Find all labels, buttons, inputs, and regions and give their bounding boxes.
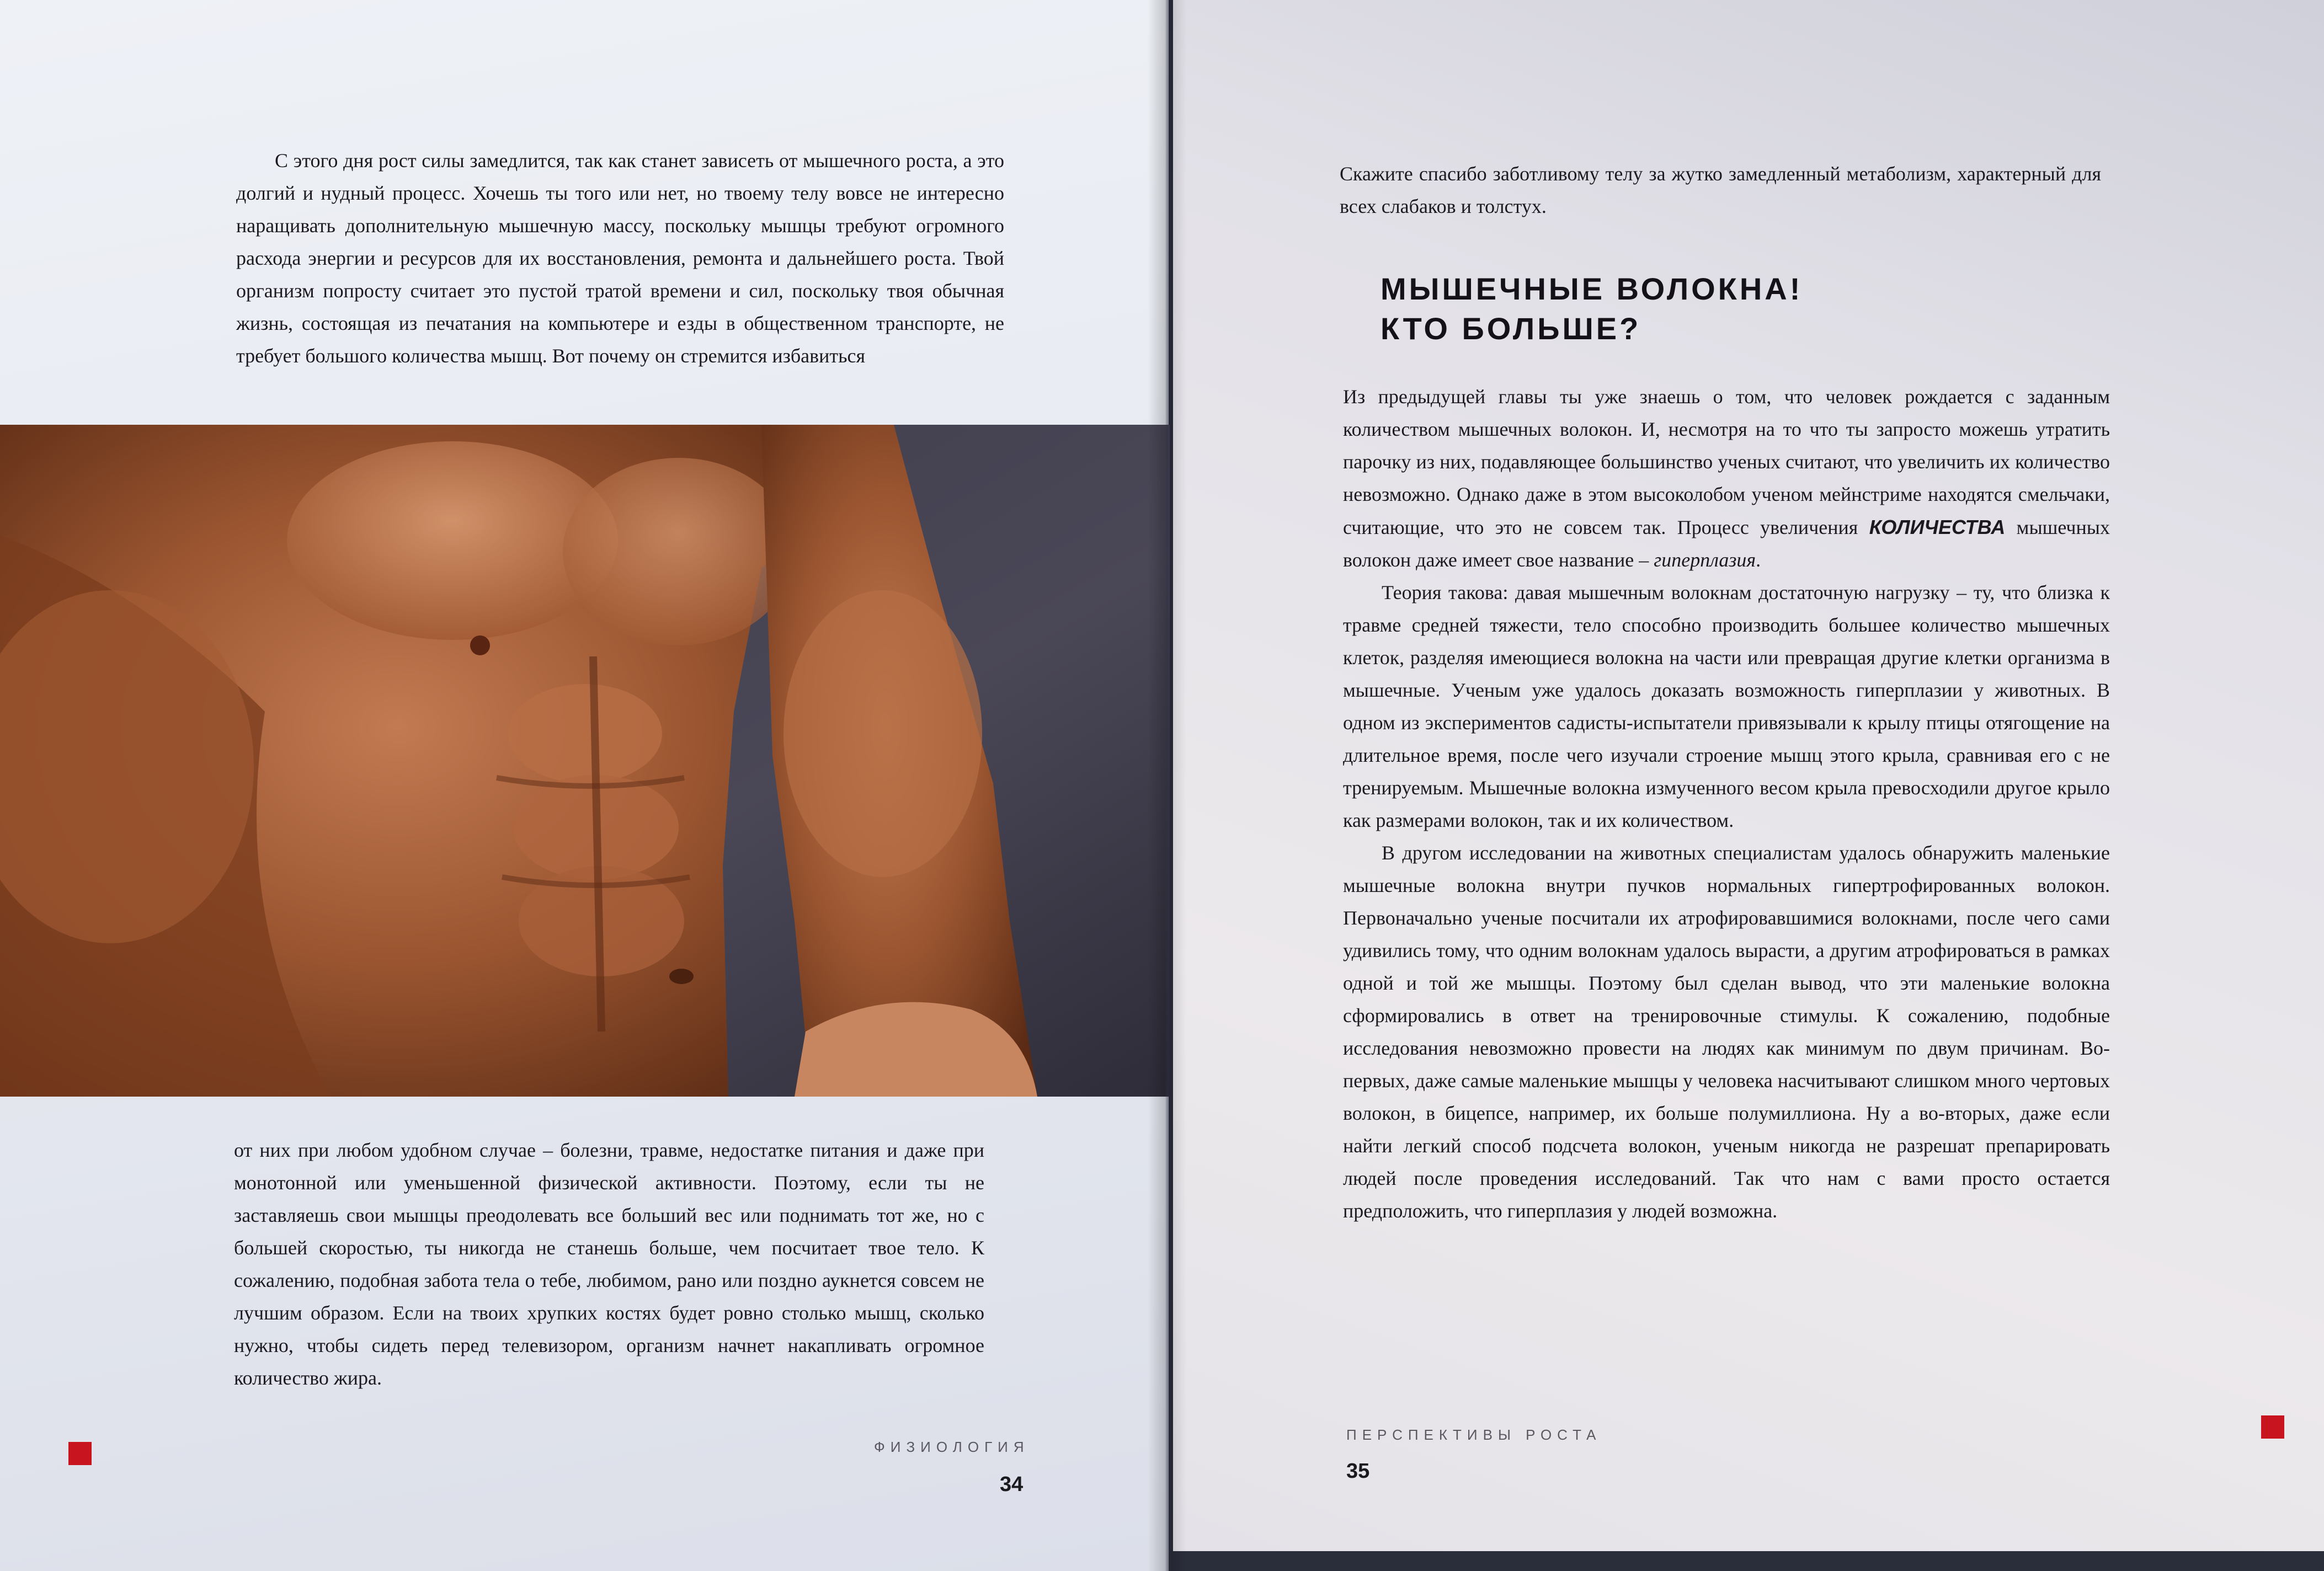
running-head-right: ПЕРСПЕКТИВЫ РОСТА [1346, 1426, 1602, 1443]
body-paragraph-1 [1343, 381, 2110, 576]
section-heading-line1: МЫШЕЧНЫЕ ВОЛОКНА! [1380, 271, 1803, 306]
right-top-paragraph: Скажите спасибо заботливому телу за жутко замедленный метаболизм, характерный для всех слабаков и толстух. [1340, 163, 2101, 217]
page-number-right: 35 [1346, 1460, 1370, 1483]
body-paragraph-3: В другом исследовании на животных специалистам удалось обнаружить маленькие мышечные волокна внутри пучков нормальных гипертрофированных волокон. Первоначально ученые посчитали их атрофировавшимися волокнами, после чего сами удивились тому, что одним волокнам удалось вырасти, а другим атрофироваться в рамках одной и той же мышцы. Поэтому был сделан вывод, что эти маленькие волокна сформировались в ответ на тренировочные стимулы. К сожалению, подобные исследования невозможно провести на людях как минимум по двум причинам. Во-первых, даже самые маленькие мышцы у человека насчитывают слишком много чертовых волокон, в бицепсе, например, их больше полумиллиона. Ну а во-вторых, даже если найти легкий способ подсчета волокон, ученым никогда не разрешат препарировать людей после проведения исследований. Так что нам с вами просто остается предположить, что гиперплазия у людей возможна. [1343, 842, 2110, 1222]
para1-text-b: мышечных волокон даже имеет свое название – [1343, 516, 2110, 571]
running-head-left: ФИЗИОЛОГИЯ [874, 1439, 1030, 1455]
left-bottom-paragraph: от них при любом удобном случае – болезни, травме, недостатке питания и даже при монотонной или уменьшенной физической активности. Поэтому, если ты не заставляешь свои мышцы преодолевать все больший вес или поднимать тот же, но с большей скоростью, ты никогда не станешь больше, чем посчитает твое тело. К сожалению, подобная забота тела о тебе, любимом, рано или поздно аукнется совсем не лучшим образом. Если на твоих хрупких костях будет ровно столько мышц, сколько нужно, чтобы сидеть перед телевизором, организм начнет накапливать огромное количество жира. [234, 1139, 984, 1389]
right-body-text [1343, 381, 2110, 1227]
section-heading-line2: КТО БОЛЬШЕ? [1380, 311, 1641, 346]
para1-bold-word: КОЛИЧЕСТВА [1869, 516, 2006, 538]
red-square-marker-left [68, 1442, 92, 1465]
para1-end: . [1756, 549, 1761, 571]
para1-italic-word: гиперплазия [1654, 549, 1756, 571]
left-top-paragraph: С этого дня рост силы замедлится, так как станет зависеть от мышечного роста, а это долгий и нудный процесс. Хочешь ты того или нет, но твоему телу вовсе не интересно наращивать дополнительную мышечную массу, поскольку мышцы требуют огромного расхода энергии и ресурсов для их восстановления, ремонта и дальнейшего роста. Твой организм попросту считает это пустой тратой времени и сил, поскольку твоя обычная жизнь, состоящая из печатания на компьютере и езды в общественном транспорте, не требует большого количества мышц. Вот почему он стремится избавиться [236, 149, 1004, 367]
page-number-left: 34 [1000, 1473, 1024, 1496]
section-heading [1380, 269, 1803, 349]
para1-text-a: Из предыдущей главы ты уже знаешь о том, что человек рождается с заданным количеством мышечных волокон. И, несмотря на то что ты запросто можешь утратить парочку из них, подавляющее большинство ученых считают, что увеличить их количество невозможно. Однако даже в этом высоколобом ученом мейнстриме находятся смельчаки, считающие, что это не совсем так. Процесс увеличения [1343, 386, 2110, 538]
red-square-marker-right [2261, 1415, 2284, 1439]
torso-photo [0, 425, 1170, 1097]
body-paragraph-2: Теория такова: давая мышечным волокнам достаточную нагрузку – ту, что близка к травме средней тяжести, тело способно производить большее количество мышечных клеток, разделяя имеющиеся волокна на части или превращая другие клетки организма в мышечные. Ученым уже удалось доказать возможность гиперплазии у животных. В одном из экспериментов садисты-испытатели привязывали к крылу птицы отягощение на длительное время, после чего изучали строение мышц этого крыла, сравнивая его с не тренируемым. Мышечные волокна измученного весом крыла превосходили другое крыло как размерами волокон, так и их количеством. [1343, 581, 2110, 831]
